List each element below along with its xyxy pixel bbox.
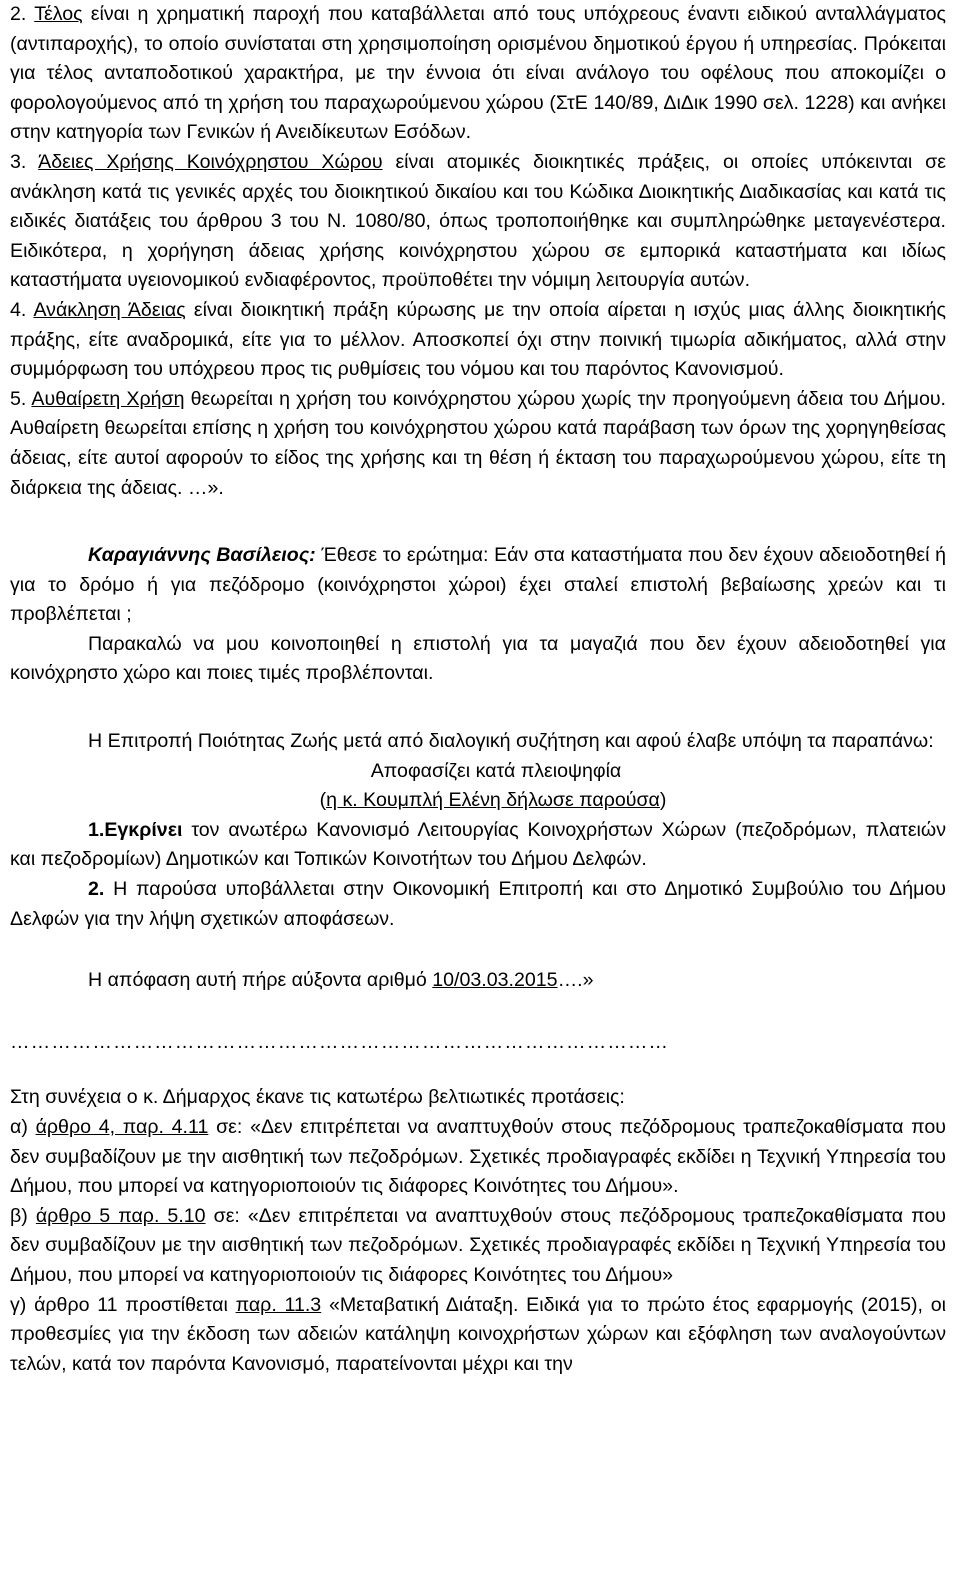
question-text: Έθεσε το ερώτημα: Εάν στα καταστήματα που δεν έχουν αδειοδοτηθεί ή για το δρόμο ή για πεζόδρομο (κοινόχρηστοι χώροι) έχει σταλεί επιστολή βεβαίωσης χρεών και τι προβλέπεται ; [10,544,947,626]
decision-number: 10/03.03.2015 [432,969,558,992]
article-reference: άρθρο 4, παρ. 4.11 [35,1116,209,1138]
speaker-name: Καραγιάννης Βασίλειος: [88,544,316,567]
item-number: 5. [10,387,27,410]
definition-item-4 [10,296,946,385]
spacer [10,689,946,727]
definition-text: θεωρείται η χρήση του κοινόχρηστου χώρου χωρίς την προηγούμενη άδεια του Δήμου. Αυθαίρετη θεωρείται επίσης η χρήση του κοινόχρηστου χώρου κατά παράβαση των όρων της χορηγηθείσας άδειας, είτε αυτοί αφορούν το είδος της χρήσης και τη θέση ή έκταση του παραχωρούμενου χώρου, είτε τη διάρκεια της άδειας. …». [10,387,946,499]
definition-text: είναι ατομικές διοικητικές πράξεις, οι οποίες υπόκεινται σε ανάκληση κατά τις γενικές αρχές του διοικητικού δικαίου και του Κώδικα Διοικητικής Διαδικασίας και κατά τις ειδικές διατάξεις του άρθρου 3 του Ν. 1080/80, όπως τροποποιήθηκε και συμπληρώθηκε μεταγενέστερα. Ειδικότερα, η χορήγηση άδειας χρήσης κοινόχρηστου χώρου σε εμπορικά καταστήματα και ιδίως καταστήματα υγειονομικού ενδιαφέροντος, προϋποθέτει την νόμιμη λειτουργία αυτών. [10,150,946,292]
item-number: 2. [10,3,27,25]
decision-point-1: 1.Εγκρίνει τον ανωτέρω Κανονισμό Λειτουργίας Κοινοχρήστων Χώρων (πεζοδρόμων, πλατειών και πεζοδρομίων) Δημοτικών και Τοπικών Κοινοτήτων του Δήμου Δελφών. [10,818,946,871]
decision-point-label: 1.Εγκρίνει [88,818,183,841]
proposal-c: γ) άρθρο 11 προστίθεται παρ. 11.3 «Μεταβατική Διάταξη. Ειδικά για το πρώτο έτος εφαρμογής (2015), οι προθεσμίες για την έκδοση των αδειών κατάληψη κοινοχρήστων χώρων και εξόφληση των αναλογούντων τελών, κατά τον παρόντα Κανονισμό, παρατείνονται μέχρι και την [10,1293,946,1375]
decision-point-label: 2. [88,878,105,901]
definition-item-5 [10,385,946,503]
request-text: Παρακαλώ να μου κοινοποιηθεί η επιστολή για τα μαγαζιά που δεν έχουν αδειοδοτηθεί για κοινόχρηστο χώρο και ποιες τιμές προβλέπονται. [10,632,946,685]
definition-term: Αυθαίρετη Χρήση [31,387,185,410]
dotted-separator: …………………………………………………………………………………… [10,1030,669,1053]
presence-note-text: η κ. Κουμπλή Ελένη δήλωσε παρούσα [326,789,660,812]
item-number: 4. [10,298,27,321]
spacer [10,934,946,966]
decision-number-line: Η απόφαση αυτή πήρε αύξοντα αριθμό 10/03.03.2015….» [88,969,594,992]
definition-item-2 [10,0,946,148]
spacer [10,503,946,541]
definition-term: Άδειες Χρήσης Κοινόχρηστου Χώρου [38,150,383,173]
article-reference: παρ. 11.3 [235,1293,322,1316]
proposal-a: α) άρθρο 4, παρ. 4.11 σε: «Δεν επιτρέπεται να αναπτυχθούν στους πεζόδρομους τραπεζοκαθίσματα που δεν συμβαδίζουν με την αισθητική των πεζοδρόμων. Σχετικές προδιαγραφές εκδίδει η Τεχνική Υπηρεσία του Δήμου, που μπορεί να κατηγοριοποιούν τις διάφορες Κοινότητες του Δήμου». [10,1116,946,1198]
definition-term: Ανάκληση Άδειας [33,298,186,321]
request-paragraph [10,630,946,689]
spacer [10,996,946,1028]
definition-item-3 [10,148,946,296]
decision-intro: Η Επιτροπή Ποιότητας Ζωής μετά από διαλογική συζήτηση και αφού έλαβε υπόψη τα παραπάνω: [88,730,934,753]
presence-note: (η κ. Κουμπλή Ελένη δήλωσε παρούσα) [319,789,667,812]
spacer [10,1057,946,1083]
proposal-b: β) άρθρο 5 παρ. 5.10 σε: «Δεν επιτρέπεται να αναπτυχθούν στους πεζόδρομους τραπεζοκαθίσματα που δεν συμβαδίζουν με την αισθητική των πεζοδρόμων. Σχετικές προδιαγραφές εκδίδει η Τεχνική Υπηρεσία του Δήμου, που μπορεί να κατηγοριοποιούν τις διάφορες Κοινότητες του Δήμου» [10,1204,946,1286]
question-paragraph [10,541,946,630]
definition-text: είναι διοικητική πράξη κύρωσης με την οποία αίρεται η ισχύς μιας άλλης διοικητικής πράξης, είτε αναδρομικά, είτε για το μέλλον. Αποσκοπεί όχι στην ποινική τιμωρία αδικήματος, αλλά στην συμμόρφωση του υπόχρεου προς τις ρυθμίσεις του νόμου και του παρόντος Κανονισμού. [10,298,947,381]
definition-term: Τέλος [34,3,83,25]
definition-text: είναι η χρηματική παροχή που καταβάλλεται από τους υπόχρεους έναντι ειδικού ανταλλάγματος (αντιπαροχής), το οποίο συνίσταται στη χρησιμοποίηση ορισμένου δημοτικού έργου ή υπηρεσίας. Πρόκειται για τέλος ανταποδοτικού χαρακτήρα, με την έννοια ότι είναι ανάλογο του οφέλους που αποκομίζει ο φορολογούμενος από τη χρήση του παραχωρούμενου χώρου (ΣτΕ 140/89, ΔιΔικ 1990 σελ. 1228) και ανήκει στην κατηγορία των Γενικών ή Ανειδίκευτων Εσόδων. [10,3,947,144]
decision-verdict: Αποφασίζει κατά πλειοψηφία [370,759,622,782]
decision-point-2: 2. Η παρούσα υποβάλλεται στην Οικονομική Επιτροπή και στο Δημοτικό Συμβούλιο του Δήμου Δελφών για την λήψη σχετικών αποφάσεων. [10,878,946,930]
article-reference: άρθρο 5 παρ. 5.10 [35,1204,206,1227]
mayor-intro: Στη συνέχεια ο κ. Δήμαρχος έκανε τις κατωτέρω βελτιωτικές προτάσεις: [10,1086,625,1109]
item-number: 3. [10,150,27,173]
